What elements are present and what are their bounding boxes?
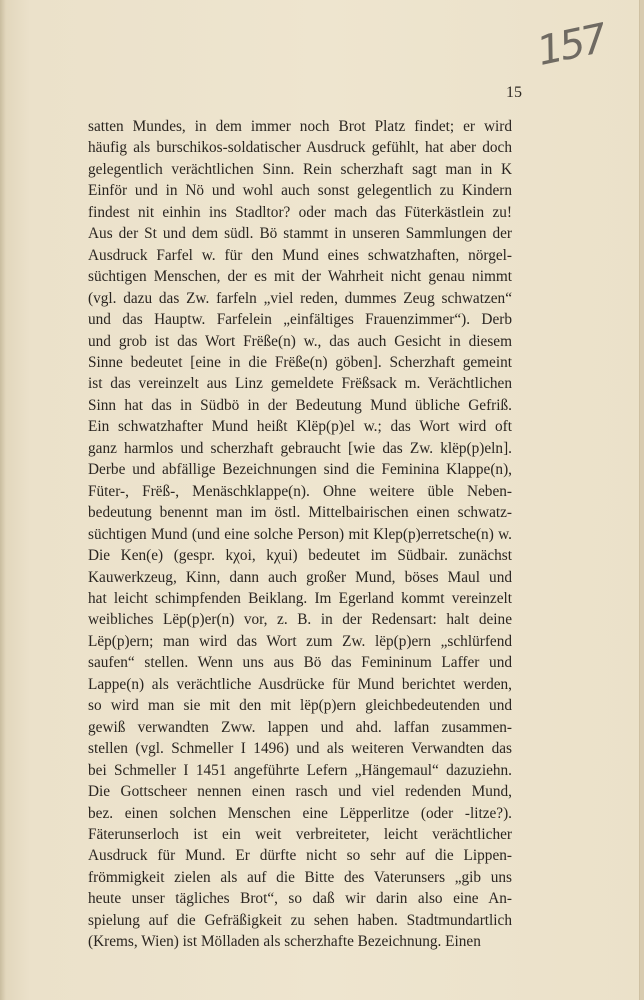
text-line: bei Schmeller I 1451 angeführte Lefern „Hängemaul“ dazuziehn. [88, 761, 512, 779]
text-line: gewiß verwandten Zww. lappen und ahd. laffan zusammen- [88, 718, 512, 736]
page-edge [639, 0, 644, 1000]
text-line: bedeutung benennt man im östl. Mittelbairischen einen schwatz- [88, 504, 512, 522]
body-text [88, 116, 512, 953]
text-line: häufig als burschikos-soldatischer Ausdruck gefühlt, hat aber doch [88, 139, 512, 157]
text-line: Ausdruck für Mund. Er dürfte nicht so sehr auf die Lippen- [88, 847, 512, 865]
text-line: Lappe(n) als verächtliche Ausdrücke für Mund berichtet werden, [88, 675, 512, 693]
text-line: weibliches Lëp(p)er(n) vor, z. B. in der Redensart: halt deine [88, 611, 512, 629]
text-line: und grob ist das Wort Frëße(n) w., das auch Gesicht in diesem [88, 332, 512, 350]
text-line: süchtigen Mund (und eine solche Person) mit Klep(p)erretsche(n) w. [88, 525, 512, 543]
text-line: Aus der St und dem südl. Bö stammt in unseren Sammlungen der [88, 225, 512, 243]
handwritten-archive-number: 157 [533, 15, 609, 75]
text-line: bez. einen solchen Menschen eine Lëpperlitze (oder -litze?). [88, 804, 512, 822]
page-number: 15 [506, 84, 522, 101]
text-line: Sinn hat das in Südbö in der Bedeutung Mund übliche Gefriß. [88, 396, 512, 414]
text-line: spielung auf die Gefräßigkeit zu sehen haben. Stadtmundartlich [88, 911, 512, 929]
text-line: heute unser tägliches Brot“, so daß wir darin also eine An- [88, 890, 512, 908]
text-line: Derbe und abfällige Bezeichnungen sind die Feminina Klappe(n), [88, 461, 512, 479]
text-line: Sinne bedeutet [eine in die Frëße(n) göben]. Scherzhaft gemeint [88, 353, 512, 371]
text-line: gelegentlich verächtlichen Sinn. Rein scherzhaft sagt man in K [88, 160, 512, 178]
text-line: süchtigen Menschen, der es mit der Wahrheit nicht genau nimmt [88, 268, 512, 286]
text-line: Einför und in Nö und wohl auch sonst gelegentlich zu Kindern [88, 182, 512, 200]
text-line: Füter-, Frëß-, Menäschklappe(n). Ohne weitere üble Neben- [88, 482, 512, 500]
text-line: Ausdruck Farfel w. für den Mund eines schwatzhaften, nörgel- [88, 246, 512, 264]
text-line: ist das vereinzelt aus Linz gemeldete Frëßsack m. Verächtlichen [88, 375, 512, 393]
text-line: Lëp(p)ern; man wird das Wort zum Zw. lëp(p)ern „schlürfend [88, 632, 512, 650]
text-line: Die Ken(e) (gespr. kχoi, kχui) bedeutet im Südbair. zunächst [88, 547, 512, 565]
text-line: Ein schwatzhafter Mund heißt Klëp(p)el w.; das Wort wird oft [88, 418, 512, 436]
text-line: hat leicht schimpfenden Beiklang. Im Egerland kommt vereinzelt [88, 589, 512, 607]
text-line: und das Hauptw. Farfelein „einfältiges Frauenzimmer“). Derb [88, 311, 512, 329]
text-line: (vgl. dazu das Zw. farfeln „viel reden, dummes Zeug schwatzen“ [88, 289, 512, 307]
text-line: stellen (vgl. Schmeller I 1496) und als weiteren Verwandten das [88, 740, 512, 758]
text-line: Kauwerkzeug, Kinn, dann auch großer Mund, böses Maul und [88, 568, 512, 586]
text-line: saufen“ stellen. Wenn uns aus Bö das Femininum Laffer und [88, 654, 512, 672]
text-line: frömmigkeit zielen als auf die Bitte des Vaterunsers „gib uns [88, 868, 512, 886]
text-line: findest nit einhin ins Stadltor? oder mach das Füterkästlein zu! [88, 203, 512, 221]
text-line: ganz harmlos und scherzhaft gebraucht [wie das Zw. klëp(p)eln]. [88, 439, 512, 457]
text-line: (Krems, Wien) ist Mölladen als scherzhafte Bezeichnung. Einen [88, 933, 481, 951]
text-line: Fäterunserloch ist ein weit verbreiteter, leicht verächtlicher [88, 825, 512, 843]
text-line: satten Mundes, in dem immer noch Brot Platz findet; er wird [88, 118, 512, 135]
text-line: so wird man sie mit den mit lëp(p)ern gleichbedeutenden und [88, 697, 512, 715]
text-line: Die Gottscheer nennen einen rasch und viel redenden Mund, [88, 783, 512, 801]
